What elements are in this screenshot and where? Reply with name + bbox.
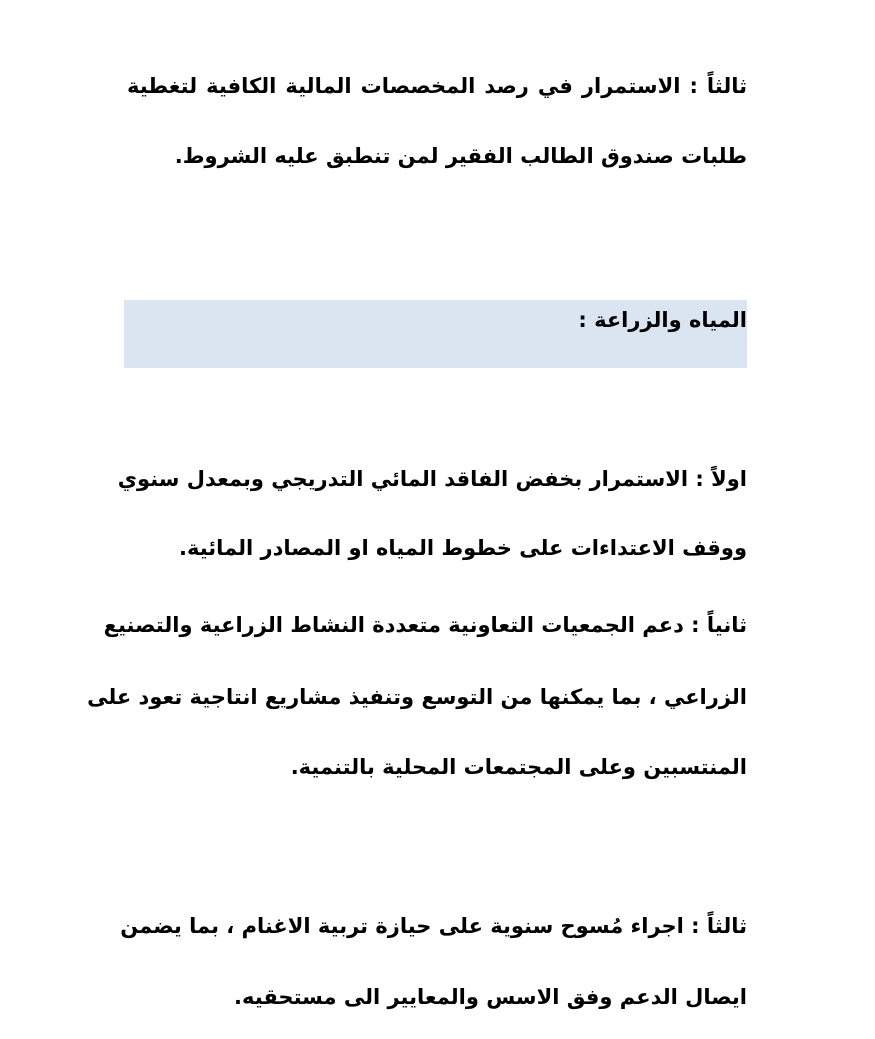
water-item1-line1: اولاً : الاستمرار بخفض الفاقد المائي التدريجي وبمعدل سنوي: [117, 467, 747, 491]
water-item1-line2: ووقف الاعتداءات على خطوط المياه او المصادر المائية.: [179, 536, 747, 560]
water-item2-line3: المنتسبين وعلى المجتمعات المحلية بالتنمية.: [290, 755, 747, 779]
education-item3-line1: ثالثاً : الاستمرار في رصد المخصصات المالية الكافية لتغطية: [127, 74, 747, 98]
water-item3-line1: ثالثاً : اجراء مُسوح سنوية على حيازة تربية الاغنام ، بما يضمن: [120, 914, 747, 938]
water-item2-line2: الزراعي ، بما يمكنها من التوسع وتنفيذ مشاريع انتاجية تعود على: [87, 685, 747, 709]
water-item3-line2: ايصال الدعم وفق الاسس والمعايير الى مستحقيه.: [234, 985, 747, 1009]
section-heading-water-agriculture: المياه والزراعة :: [578, 308, 747, 332]
water-item2-line1: ثانياً : دعم الجمعيات التعاونية متعددة النشاط الزراعية والتصنيع: [103, 613, 747, 637]
education-item3-line2: طلبات صندوق الطالب الفقير لمن تنطبق عليه الشروط.: [174, 144, 747, 168]
